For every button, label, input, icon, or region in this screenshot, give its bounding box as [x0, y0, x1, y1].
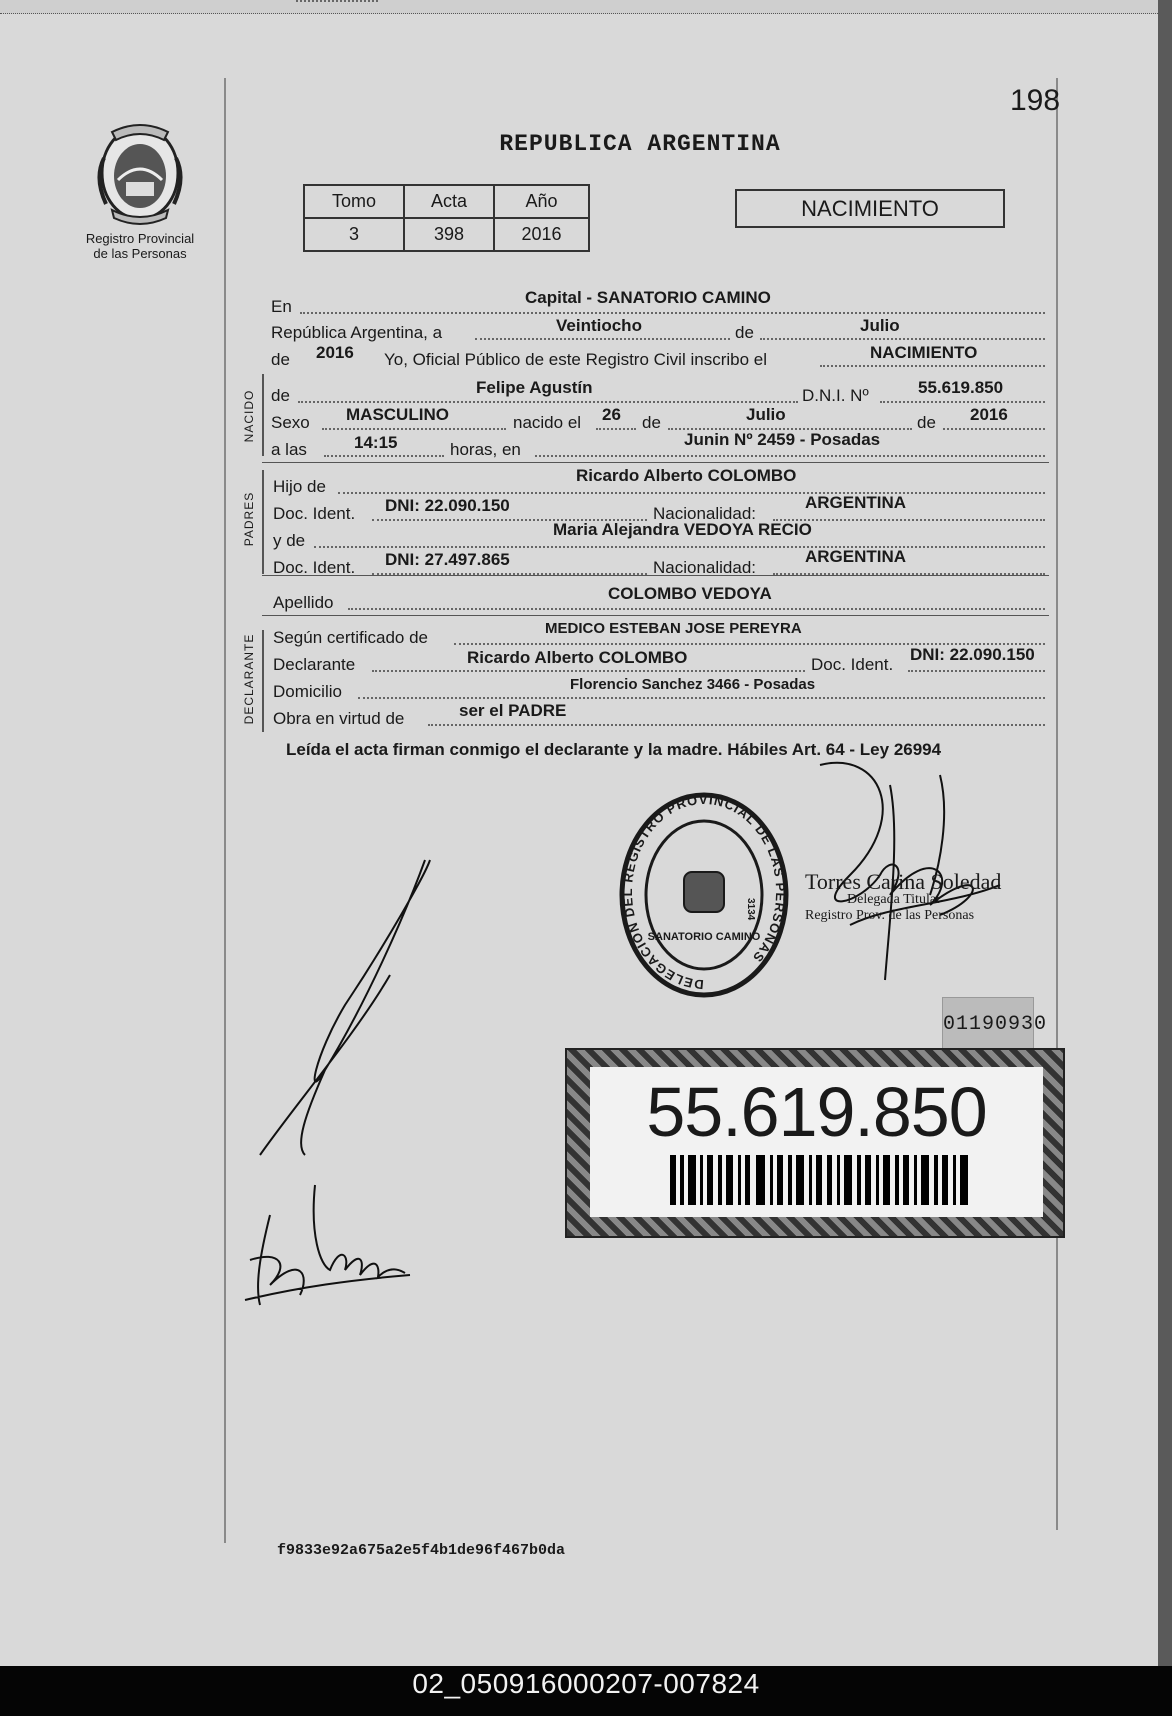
label-yo: Yo, Oficial Público de este Registro Civil inscribo el: [384, 350, 767, 369]
document-hash: f9833e92a675a2e5f4b1de96f467b0da: [277, 1542, 566, 1559]
dots-address: [358, 697, 1045, 699]
label-segun: Según certificado de: [273, 628, 428, 647]
value-place: Capital - SANATORIO CAMINO: [525, 288, 771, 307]
scan-right-edge: [1158, 0, 1172, 1666]
label-de-1: de: [735, 323, 754, 342]
label-de-2: de: [271, 350, 290, 369]
section-label-born: NACIDO: [242, 389, 256, 443]
value-capacity: ser el PADRE: [459, 701, 567, 720]
registry-table: [303, 184, 590, 252]
value-surname: COLOMBO VEDOYA: [608, 584, 772, 603]
value-father-nationality: ARGENTINA: [805, 493, 907, 512]
organization-line-1: Registro Provincial: [85, 231, 195, 246]
label-horas-en: horas, en: [450, 440, 521, 459]
declarant-signature: [255, 855, 435, 1165]
value-day-words: Veintiocho: [556, 316, 642, 335]
label-dni: D.N.I. Nº: [802, 386, 869, 405]
value-acta: 398: [404, 218, 494, 251]
label-hijo-de: Hijo de: [273, 477, 326, 496]
stamp-ring-text: DELEGACIÓN DEL REGISTRO PROVINCIAL DE LAS PERSONAS: [620, 791, 789, 993]
scan-file-id: 02_050916000207-007824: [412, 1668, 760, 1699]
value-ano: 2016: [494, 218, 589, 251]
value-birth-time: 14:15: [354, 433, 398, 452]
dots-republica-2: [760, 338, 1045, 340]
divider-surname: [262, 615, 1049, 616]
dots-capacity: [428, 724, 1045, 726]
value-father-name: Ricardo Alberto COLOMBO: [576, 466, 797, 485]
value-birth-month: Julio: [746, 405, 786, 424]
value-birth-place: Junin Nº 2459 - Posadas: [684, 430, 881, 449]
label-apellido: Apellido: [273, 593, 334, 612]
label-father-nationality: Nacionalidad:: [653, 504, 757, 523]
page-number: 198: [1010, 84, 1061, 117]
page-title: REPUBLICA ARGENTINA: [499, 131, 781, 157]
dots-declarant-doc: [908, 670, 1045, 672]
value-address: Florencio Sanchez 3466 - Posadas: [570, 676, 816, 693]
value-certificate: MEDICO ESTEBAN JOSE PEREYRA: [545, 620, 802, 637]
dots-time: [324, 455, 444, 457]
value-dni: 55.619.850: [918, 378, 1004, 397]
value-month: Julio: [860, 316, 900, 335]
dots-father: [338, 492, 1045, 494]
delegate-office: Registro Prov. de las Personas: [805, 908, 975, 923]
serial-number: 01190930: [942, 997, 1034, 1051]
value-mother-doc: DNI: 27.497.865: [385, 550, 510, 569]
value-mother-nationality: ARGENTINA: [805, 547, 907, 566]
dots-birth-place: [535, 455, 1045, 457]
label-sexo: Sexo: [271, 413, 310, 432]
value-birth-day: 26: [602, 405, 621, 424]
header-ano: Año: [494, 185, 589, 218]
declarant-bracket: [262, 630, 264, 732]
legend-text: Leída el acta firman conmigo el declarante y la madre. Hábiles Art. 64 - Ley 26994: [286, 740, 942, 759]
record-type-box: NACIMIENTO: [735, 189, 1005, 228]
value-father-doc: DNI: 22.090.150: [385, 496, 510, 515]
stamp-code: 3134: [745, 898, 756, 921]
id-label-number: 55.619.850: [646, 1073, 987, 1151]
dots-mother: [314, 546, 1045, 548]
delegate-block: [805, 869, 1002, 924]
section-label-parents: PADRES: [242, 491, 256, 547]
value-tomo: 3: [304, 218, 404, 251]
dots-birth-day: [596, 428, 636, 430]
barcode-icon: [670, 1155, 970, 1205]
stamp-inner-text: SANATORIO CAMINO: [647, 931, 761, 943]
organization-name: [70, 231, 210, 261]
delegate-name: Torres Carina Soledad: [805, 869, 1002, 894]
value-declarant: Ricardo Alberto COLOMBO: [467, 648, 688, 667]
value-act: NACIMIENTO: [870, 343, 978, 362]
label-de-name: de: [271, 386, 290, 405]
dots-mother-nationality: [773, 573, 1045, 575]
label-nacido-el: nacido el: [513, 413, 582, 432]
value-name: Felipe Agustín: [476, 378, 593, 397]
dots-dni: [880, 401, 1045, 403]
delegate-role: Delegada Titular: [847, 892, 941, 907]
dots-en: [300, 312, 1045, 314]
label-domicilio: Domicilio: [273, 682, 342, 701]
misiones-crest-icon: [90, 118, 190, 228]
dots-name: [298, 401, 798, 403]
label-a-las: a las: [271, 440, 307, 459]
value-birth-year: 2016: [970, 405, 1008, 424]
label-declarante: Declarante: [273, 655, 356, 674]
dots-declarant: [372, 670, 805, 672]
right-margin-line: [1056, 78, 1058, 1530]
label-republica: República Argentina, a: [271, 323, 443, 342]
header-tomo: Tomo: [304, 185, 404, 218]
left-margin-line: [224, 78, 226, 1543]
value-year: 2016: [316, 343, 354, 362]
dots-father-nationality: [773, 519, 1045, 521]
header-acta: Acta: [404, 185, 494, 218]
born-bracket: [262, 374, 264, 456]
registry-stamp: [618, 790, 790, 1000]
registry-table-row: [304, 218, 589, 251]
value-declarant-doc: DNI: 22.090.150: [910, 645, 1035, 664]
registry-table-header: [304, 185, 589, 218]
dots-republica-1: [475, 338, 730, 340]
label-mother-nationality: Nacionalidad:: [653, 558, 757, 577]
value-sex: MASCULINO: [346, 405, 449, 424]
dots-mother-doc: [372, 573, 647, 575]
label-y-de: y de: [273, 531, 306, 550]
label-en: En: [271, 297, 292, 316]
parents-bracket: [262, 470, 264, 574]
label-de-birth: de: [642, 413, 661, 432]
section-label-declarant: DECLARANTE: [242, 633, 256, 725]
stamp-crest-icon: [684, 872, 724, 912]
label-mother-doc: Doc. Ident.: [273, 558, 356, 577]
divider-born: [262, 462, 1049, 463]
value-mother-name: Maria Alejandra VEDOYA RECIO: [553, 520, 812, 539]
label-de-birth-year: de: [917, 413, 936, 432]
label-obra: Obra en virtud de: [273, 709, 405, 728]
dots-surname: [348, 608, 1045, 610]
label-father-doc: Doc. Ident.: [273, 504, 356, 523]
mother-signature: [240, 1175, 420, 1325]
dots-birth-year: [943, 428, 1045, 430]
organization-line-2: de las Personas: [93, 246, 187, 261]
dots-year: [296, 0, 378, 2]
dots-sex: [322, 428, 506, 430]
scan-top-edge: [0, 0, 1172, 14]
dots-act: [820, 365, 1045, 367]
label-declarant-doc: Doc. Ident.: [811, 655, 894, 674]
